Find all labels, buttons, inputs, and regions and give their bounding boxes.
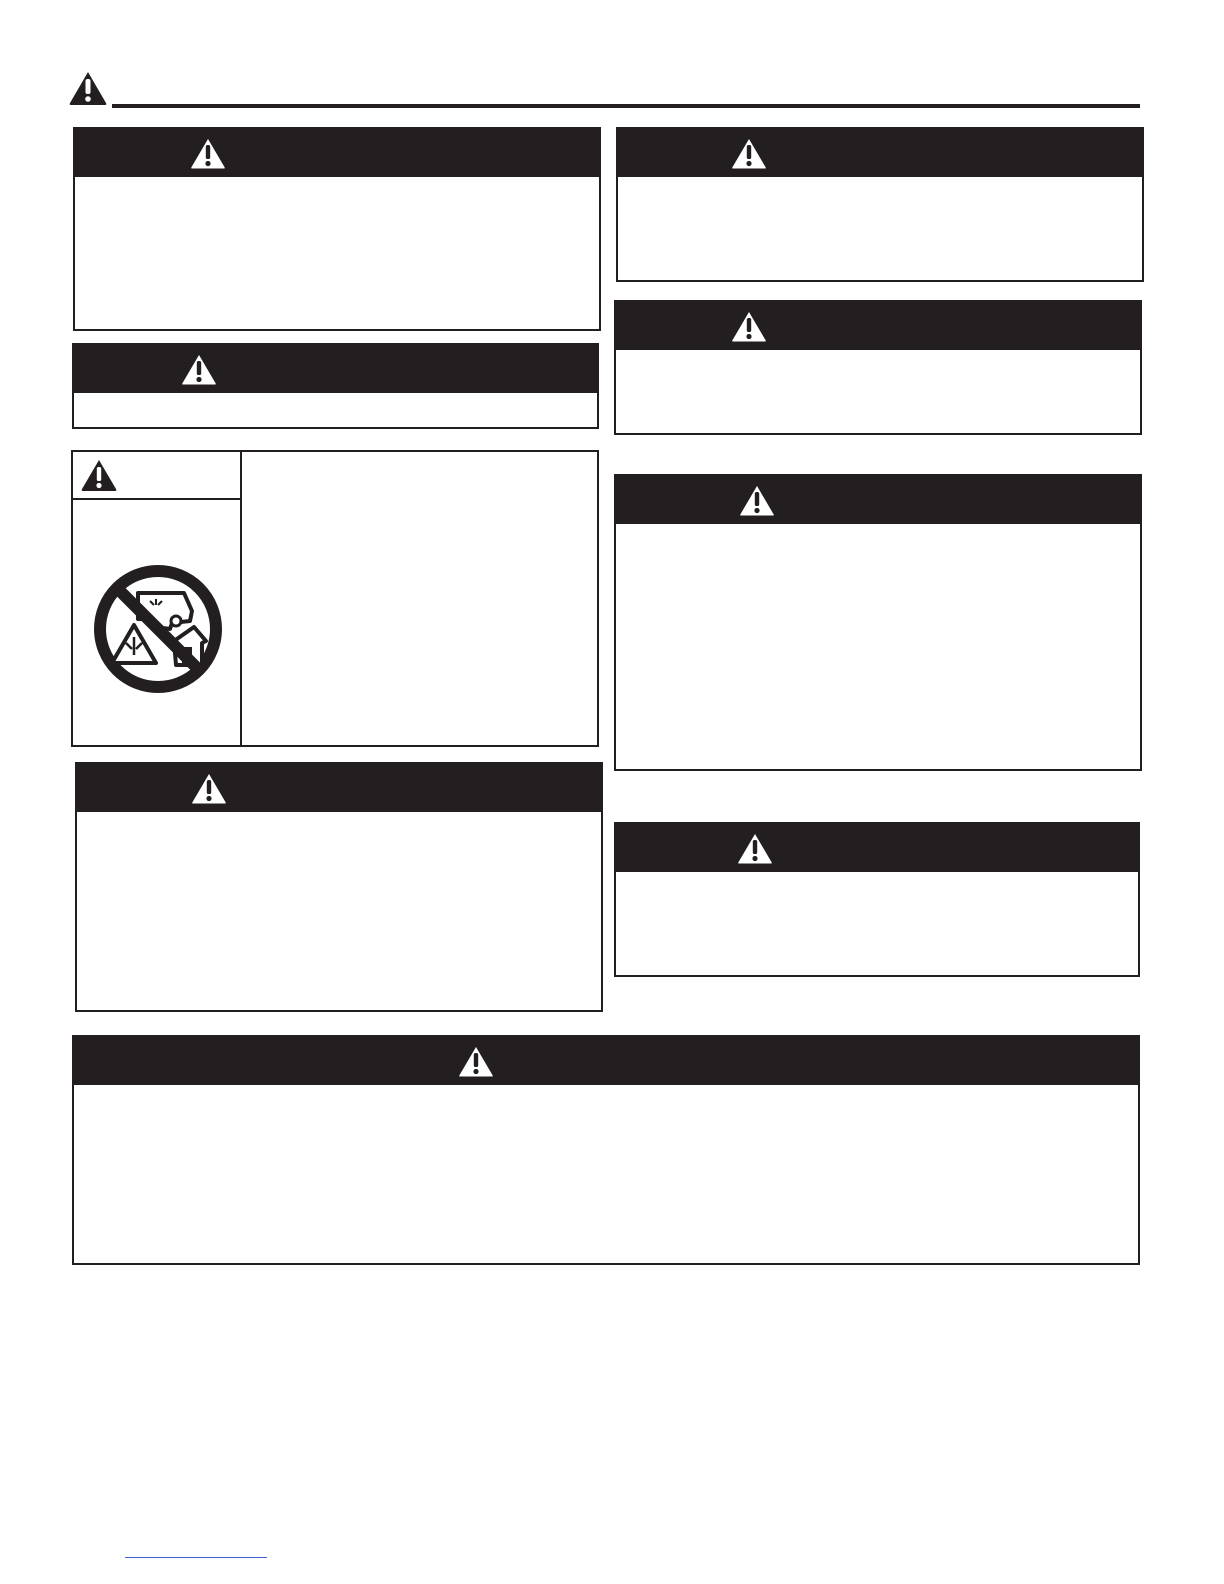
warning-panel-body: [75, 177, 599, 329]
warning-panel-body: [616, 872, 1138, 975]
warning-panel-left-3: [71, 450, 599, 747]
warning-triangle-icon: [80, 458, 118, 492]
warning-triangle-icon: [738, 483, 776, 517]
no-pickup-truck-bed-icon: [92, 563, 224, 695]
warning-panel-header: [618, 129, 1142, 177]
warning-panel-header: [75, 129, 599, 177]
warning-panel-right-3: [614, 474, 1142, 771]
warning-panel-body: [74, 393, 597, 427]
warning-panel-right-4: [614, 822, 1140, 977]
warning-panel-left-4: [75, 762, 603, 1012]
footer-link-underline[interactable]: [125, 1557, 267, 1558]
warning-panel-header: [616, 824, 1138, 872]
warning-panel-body: [616, 524, 1140, 769]
page-heading: [68, 70, 1143, 112]
warning-panel-side-header: [73, 452, 241, 500]
warning-triangle-icon: [190, 771, 228, 805]
warning-panel-right-1: [616, 127, 1144, 282]
warning-panel-body: [616, 350, 1140, 433]
warning-triangle-icon: [736, 831, 774, 865]
warning-panel-bottom: [72, 1035, 1140, 1265]
warning-panel-right-2: [614, 300, 1142, 435]
warning-panel-body: [74, 1085, 1138, 1263]
warning-panel-header: [74, 345, 597, 393]
warning-triangle-icon: [68, 70, 108, 106]
heading-rule: [112, 104, 1140, 108]
warning-triangle-icon: [730, 309, 768, 343]
warning-panel-header: [616, 302, 1140, 350]
warning-panel-left-2: [72, 343, 599, 429]
warning-triangle-icon: [189, 136, 227, 170]
warning-panel-header: [616, 476, 1140, 524]
warning-triangle-icon: [180, 352, 218, 386]
warning-panel-left-1: [73, 127, 601, 331]
warning-panel-body: [618, 177, 1142, 280]
warning-panel-header: [74, 1037, 1138, 1085]
panel-divider: [240, 452, 242, 745]
warning-panel-body: [77, 812, 601, 1010]
warning-triangle-icon: [457, 1044, 495, 1078]
warning-panel-header: [77, 764, 601, 812]
warning-triangle-icon: [730, 136, 768, 170]
